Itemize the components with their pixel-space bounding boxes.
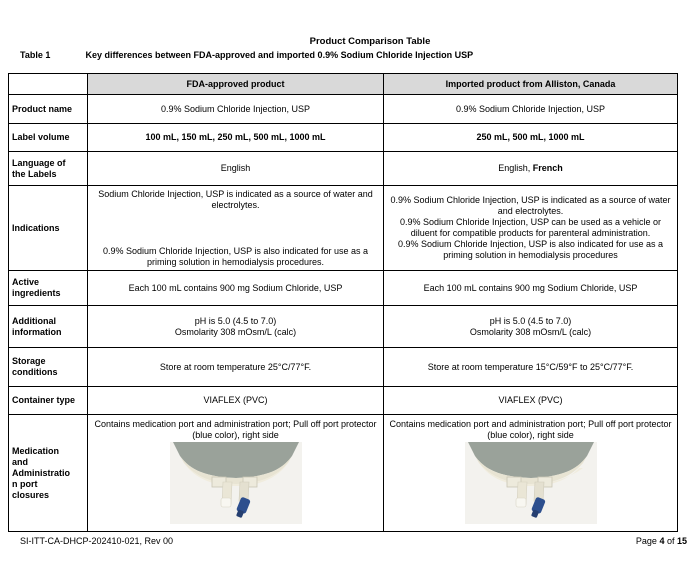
cell-language-imported: English, French bbox=[384, 152, 678, 186]
row-label-storage-conditions: Storage conditions bbox=[9, 348, 88, 387]
osmolarity-line: Osmolarity 308 mOsm/L (calc) bbox=[469, 326, 592, 337]
cell-additional-information-fda bbox=[88, 306, 384, 348]
table-row bbox=[9, 387, 678, 415]
row-label-container-type: Container type bbox=[9, 387, 88, 415]
comparison-table bbox=[8, 73, 678, 532]
ph-line: pH is 5.0 (4.5 to 7.0) bbox=[489, 315, 572, 326]
table-row bbox=[9, 348, 678, 387]
row-label-port-closures: Medication and Administration port closures bbox=[9, 415, 88, 532]
cell-product-name-fda: 0.9% Sodium Chloride Injection, USP bbox=[88, 95, 384, 124]
table-row bbox=[9, 415, 678, 532]
osmolarity-line: Osmolarity 308 mOsm/L (calc) bbox=[174, 326, 297, 337]
indications-imported-paragraph-3: 0.9% Sodium Chloride Injection, USP is also indicated for use as a priming solution in hemodialysis procedures bbox=[398, 239, 663, 260]
row-label-active-ingredients: Active ingredients bbox=[9, 271, 88, 306]
footer-page-total: 15 bbox=[676, 536, 687, 546]
table-caption: Key differences between FDA-approved and imported 0.9% Sodium Chloride Injection USP bbox=[85, 50, 474, 60]
footer-page-number: 4 bbox=[659, 536, 665, 546]
footer-page-word: Page bbox=[635, 536, 660, 546]
ph-line: pH is 5.0 (4.5 to 7.0) bbox=[194, 315, 277, 326]
indications-fda-paragraph-1: Sodium Chloride Injection, USP is indicated as a source of water and electrolytes. bbox=[98, 188, 373, 210]
table-row bbox=[9, 306, 678, 348]
table-row bbox=[9, 124, 678, 152]
cell-container-type-imported: VIAFLEX (PVC) bbox=[384, 387, 678, 415]
row-label-label-volume: Label volume bbox=[9, 124, 88, 152]
footer-page-indicator bbox=[636, 536, 687, 546]
header-corner-cell bbox=[9, 74, 88, 95]
iv-bag-photo bbox=[387, 442, 674, 527]
cell-port-closures-imported bbox=[384, 415, 678, 532]
cell-active-ingredients-fda: Each 100 mL contains 900 mg Sodium Chloride, USP bbox=[88, 271, 384, 306]
indications-fda-paragraph-2: 0.9% Sodium Chloride Injection, USP is also indicated for use as a priming solution in hemodialysis procedures. bbox=[103, 245, 368, 267]
page-title: Product Comparison Table bbox=[309, 36, 431, 47]
header-cell-fda-product: FDA-approved product bbox=[88, 74, 384, 95]
table-caption-label: Table 1 bbox=[20, 50, 51, 60]
row-label-language: Language of the Labels bbox=[9, 152, 88, 186]
table-row bbox=[9, 95, 678, 124]
table-header-row bbox=[9, 74, 678, 95]
footer-doc-id: SI-ITT-CA-DHCP-202410-021, Rev 00 bbox=[20, 536, 174, 546]
cell-storage-conditions-imported: Store at room temperature 15°C/59°F to 25°C/77°F. bbox=[384, 348, 678, 387]
port-closures-imported-text: Contains medication port and administration port; Pull off port protector (blue color), right side bbox=[389, 419, 672, 440]
header-cell-imported-product: Imported product from Alliston, Canada bbox=[384, 74, 678, 95]
cell-label-volume-fda: 100 mL, 150 mL, 250 mL, 500 mL, 1000 mL bbox=[88, 124, 384, 152]
indications-imported-paragraph-1: 0.9% Sodium Chloride Injection, USP is indicated as a source of water and electrolytes. bbox=[390, 195, 671, 216]
table-row bbox=[9, 186, 678, 271]
cell-indications-fda bbox=[88, 186, 384, 271]
indications-imported-paragraph-2: 0.9% Sodium Chloride Injection, USP can be used as a vehicle or diluent for compatible products for parenteral administration. bbox=[400, 217, 661, 238]
row-label-product-name: Product name bbox=[9, 95, 88, 124]
table-row bbox=[9, 152, 678, 186]
cell-additional-information-imported bbox=[384, 306, 678, 348]
table-caption-row bbox=[20, 50, 680, 60]
table-row bbox=[9, 271, 678, 306]
cell-label-volume-imported: 250 mL, 500 mL, 1000 mL bbox=[384, 124, 678, 152]
row-label-indications: Indications bbox=[9, 186, 88, 271]
footer-of-word: of bbox=[664, 536, 677, 546]
cell-storage-conditions-fda: Store at room temperature 25°C/77°F. bbox=[88, 348, 384, 387]
port-closures-fda-text: Contains medication port and administration port; Pull off port protector (blue color), right side bbox=[94, 419, 377, 440]
iv-bag-photo bbox=[91, 442, 380, 527]
cell-port-closures-fda bbox=[88, 415, 384, 532]
cell-language-fda: English bbox=[88, 152, 384, 186]
cell-container-type-fda: VIAFLEX (PVC) bbox=[88, 387, 384, 415]
cell-product-name-imported: 0.9% Sodium Chloride Injection, USP bbox=[384, 95, 678, 124]
row-label-additional-information: Additional information bbox=[9, 306, 88, 348]
cell-active-ingredients-imported: Each 100 mL contains 900 mg Sodium Chloride, USP bbox=[384, 271, 678, 306]
cell-indications-imported bbox=[384, 186, 678, 271]
